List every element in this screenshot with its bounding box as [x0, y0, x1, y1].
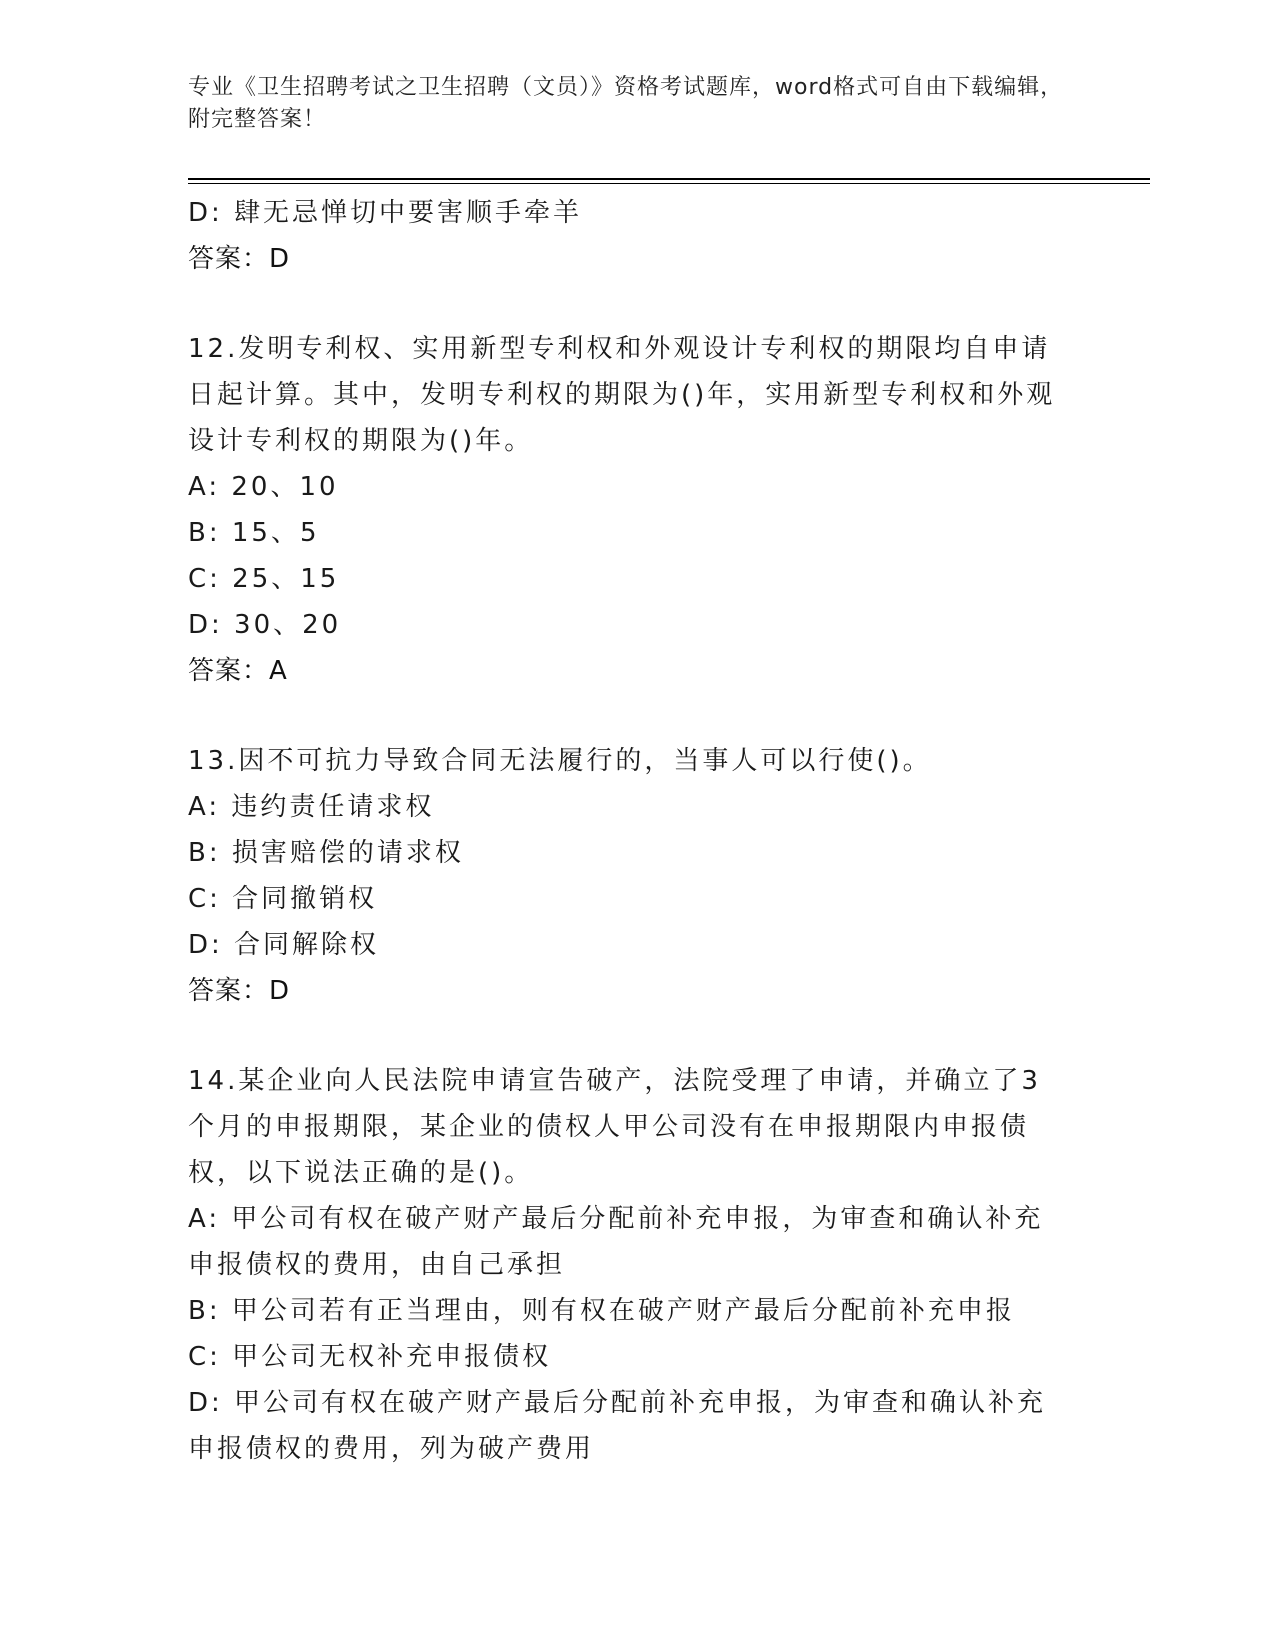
- option-b: B: 损害赔偿的请求权: [188, 838, 464, 868]
- answer: 答案：A: [188, 656, 288, 686]
- option-a: A: 20、10: [188, 472, 339, 502]
- option-c: C: 25、15: [188, 564, 340, 594]
- option-d: D: 30、20: [188, 610, 342, 640]
- spacer: [188, 694, 1068, 738]
- option-d: D: 甲公司有权在破产财产最后分配前补充申报，为审查和确认补充申报债权的费用，列为破产费用: [188, 1388, 1047, 1464]
- question-13: [188, 738, 1068, 1014]
- spacer: [188, 1014, 1068, 1058]
- option-c: C: 合同撤销权: [188, 884, 378, 914]
- header-divider-thick: [188, 178, 1150, 180]
- option-b: B: 甲公司若有正当理由，则有权在破产财产最后分配前补充申报: [188, 1296, 1015, 1326]
- header-divider-thin: [188, 183, 1150, 184]
- document-header: 专业《卫生招聘考试之卫生招聘（文员）》资格考试题库，word格式可自由下载编辑，附完整答案！: [188, 75, 1064, 132]
- question-14: [188, 1058, 1068, 1472]
- question-stem: 12.发明专利权、实用新型专利权和外观设计专利权的期限均自申请日起计算。其中，发明专利权的期限为()年，实用新型专利权和外观设计专利权的期限为()年。: [188, 334, 1056, 456]
- option-a: A: 甲公司有权在破产财产最后分配前补充申报，为审查和确认补充申报债权的费用，由自己承担: [188, 1204, 1044, 1280]
- question-list: [188, 190, 1068, 1472]
- prev-option-d: D: 肆无忌惮切中要害顺手牵羊: [188, 198, 583, 228]
- option-d: D: 合同解除权: [188, 930, 380, 960]
- question-stem: 14.某企业向人民法院申请宣告破产，法院受理了申请，并确立了3个月的申报期限，某企业的债权人甲公司没有在申报期限内申报债权，以下说法正确的是()。: [188, 1066, 1041, 1188]
- option-a: A: 违约责任请求权: [188, 792, 435, 822]
- answer: 答案：D: [188, 976, 291, 1006]
- prev-answer: 答案：D: [188, 244, 291, 274]
- option-b: B: 15、5: [188, 518, 320, 548]
- question-stem: 13.因不可抗力导致合同无法履行的，当事人可以行使()。: [188, 746, 932, 776]
- option-c: C: 甲公司无权补充申报债权: [188, 1342, 552, 1372]
- question-12: [188, 326, 1068, 694]
- spacer: [188, 282, 1068, 326]
